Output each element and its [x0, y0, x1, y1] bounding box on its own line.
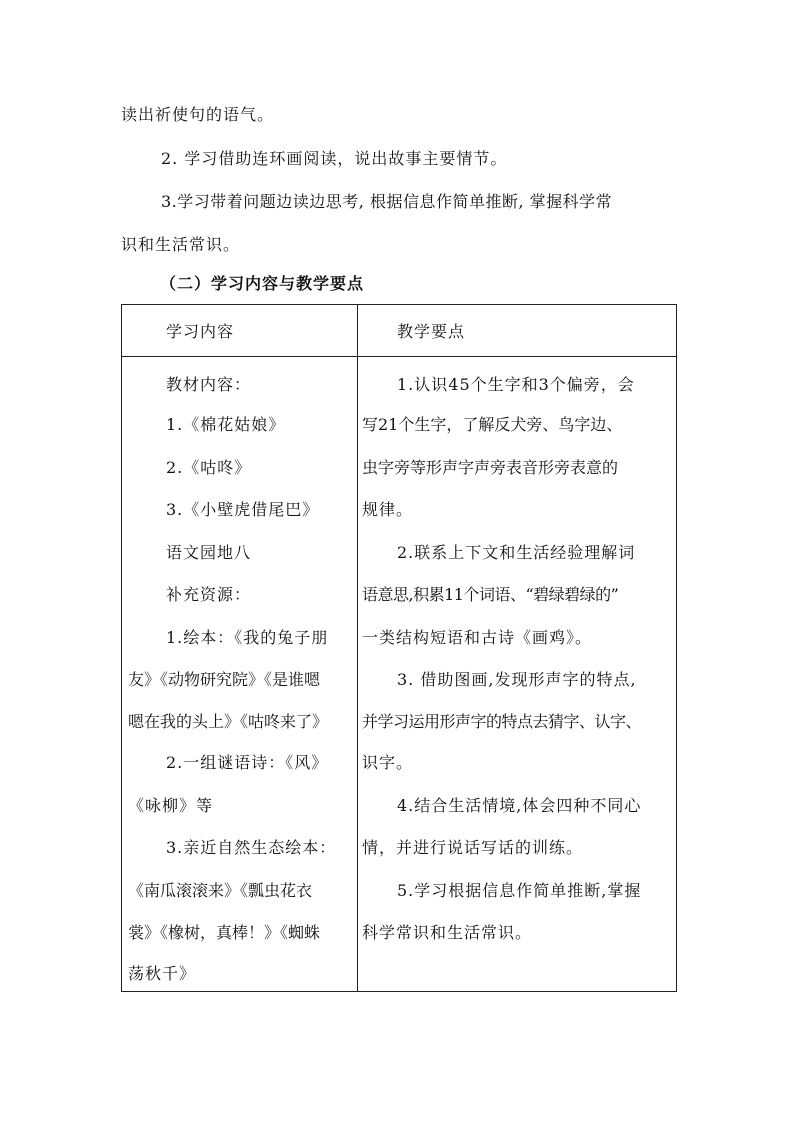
right-line-7: 一类结构短语和古诗《画鸡》。	[362, 628, 593, 647]
right-line-8: 3. 借助图画,发现形声字的特点,	[397, 670, 637, 689]
left-line-12: 3.亲近自然生态绘本：	[166, 838, 337, 857]
right-line-4: 规律。	[362, 500, 414, 519]
right-line-6: 语意思,积累11个词语、“碧绿碧绿的”	[362, 585, 619, 604]
left-line-15: 荡秋千》	[128, 964, 197, 983]
content-table	[121, 304, 677, 992]
right-line-9: 并学习运用形声字的特点去猜字、认字、	[362, 712, 642, 731]
intro-line-4: 识和生活常识。	[121, 235, 241, 254]
right-line-5: 2.联系上下文和生活经验理解词	[397, 543, 636, 562]
left-line-9: 嗯在我的头上》《咕咚来了》	[128, 712, 329, 731]
left-line-1: 教材内容：	[166, 375, 252, 394]
left-line-10: 2.一组谜语诗：《风》	[166, 753, 329, 772]
header-teaching-points: 教学要点	[397, 322, 466, 341]
right-line-1: 1.认识45个生字和3个偏旁，会	[397, 375, 635, 394]
left-line-4: 3.《小壁虎借尾巴》	[166, 500, 320, 519]
left-line-6: 补充资源：	[166, 585, 252, 604]
left-line-3: 2.《咕咚》	[166, 458, 252, 477]
header-learning-content: 学习内容	[166, 322, 235, 341]
right-line-3: 虫字旁等形声字声旁表音形旁表意的	[362, 458, 619, 477]
intro-line-3: 3.学习带着问题边读边思考, 根据信息作简单推断, 掌握科学常	[161, 192, 613, 211]
left-line-2: 1.《棉花姑娘》	[166, 415, 286, 434]
right-line-13: 5.学习根据信息作简单推断,掌握	[397, 881, 642, 900]
right-line-2: 写21个生字，了解反犬旁、鸟字边、	[362, 415, 623, 434]
left-line-13: 《南瓜滚滚来》《瓢虫花衣	[128, 881, 313, 900]
left-line-7: 1.绘本：《我的兔子朋	[166, 628, 329, 647]
table-column-divider	[357, 305, 358, 991]
left-line-8: 友》《动物研究院》《是谁嗯	[128, 670, 321, 689]
left-line-5: 语文园地八	[166, 543, 252, 562]
table-header-divider	[122, 356, 676, 357]
right-line-12: 情，并进行说话写话的训练。	[362, 838, 584, 857]
right-line-11: 4.结合生活情境,体会四种不同心	[397, 796, 642, 815]
left-line-11: 《咏柳》等	[128, 796, 214, 815]
intro-line-2: 2. 学习借助连环画阅读，说出故事主要情节。	[161, 149, 508, 168]
right-line-10: 识字。	[362, 753, 414, 772]
section-heading: （二）学习内容与教学要点	[160, 274, 365, 293]
right-line-14: 科学常识和生活常识。	[362, 923, 533, 942]
intro-line-1: 读出祈使句的语气。	[121, 105, 275, 124]
left-line-14: 裳》《橡树，真棒！》《蜘蛛	[128, 923, 321, 942]
